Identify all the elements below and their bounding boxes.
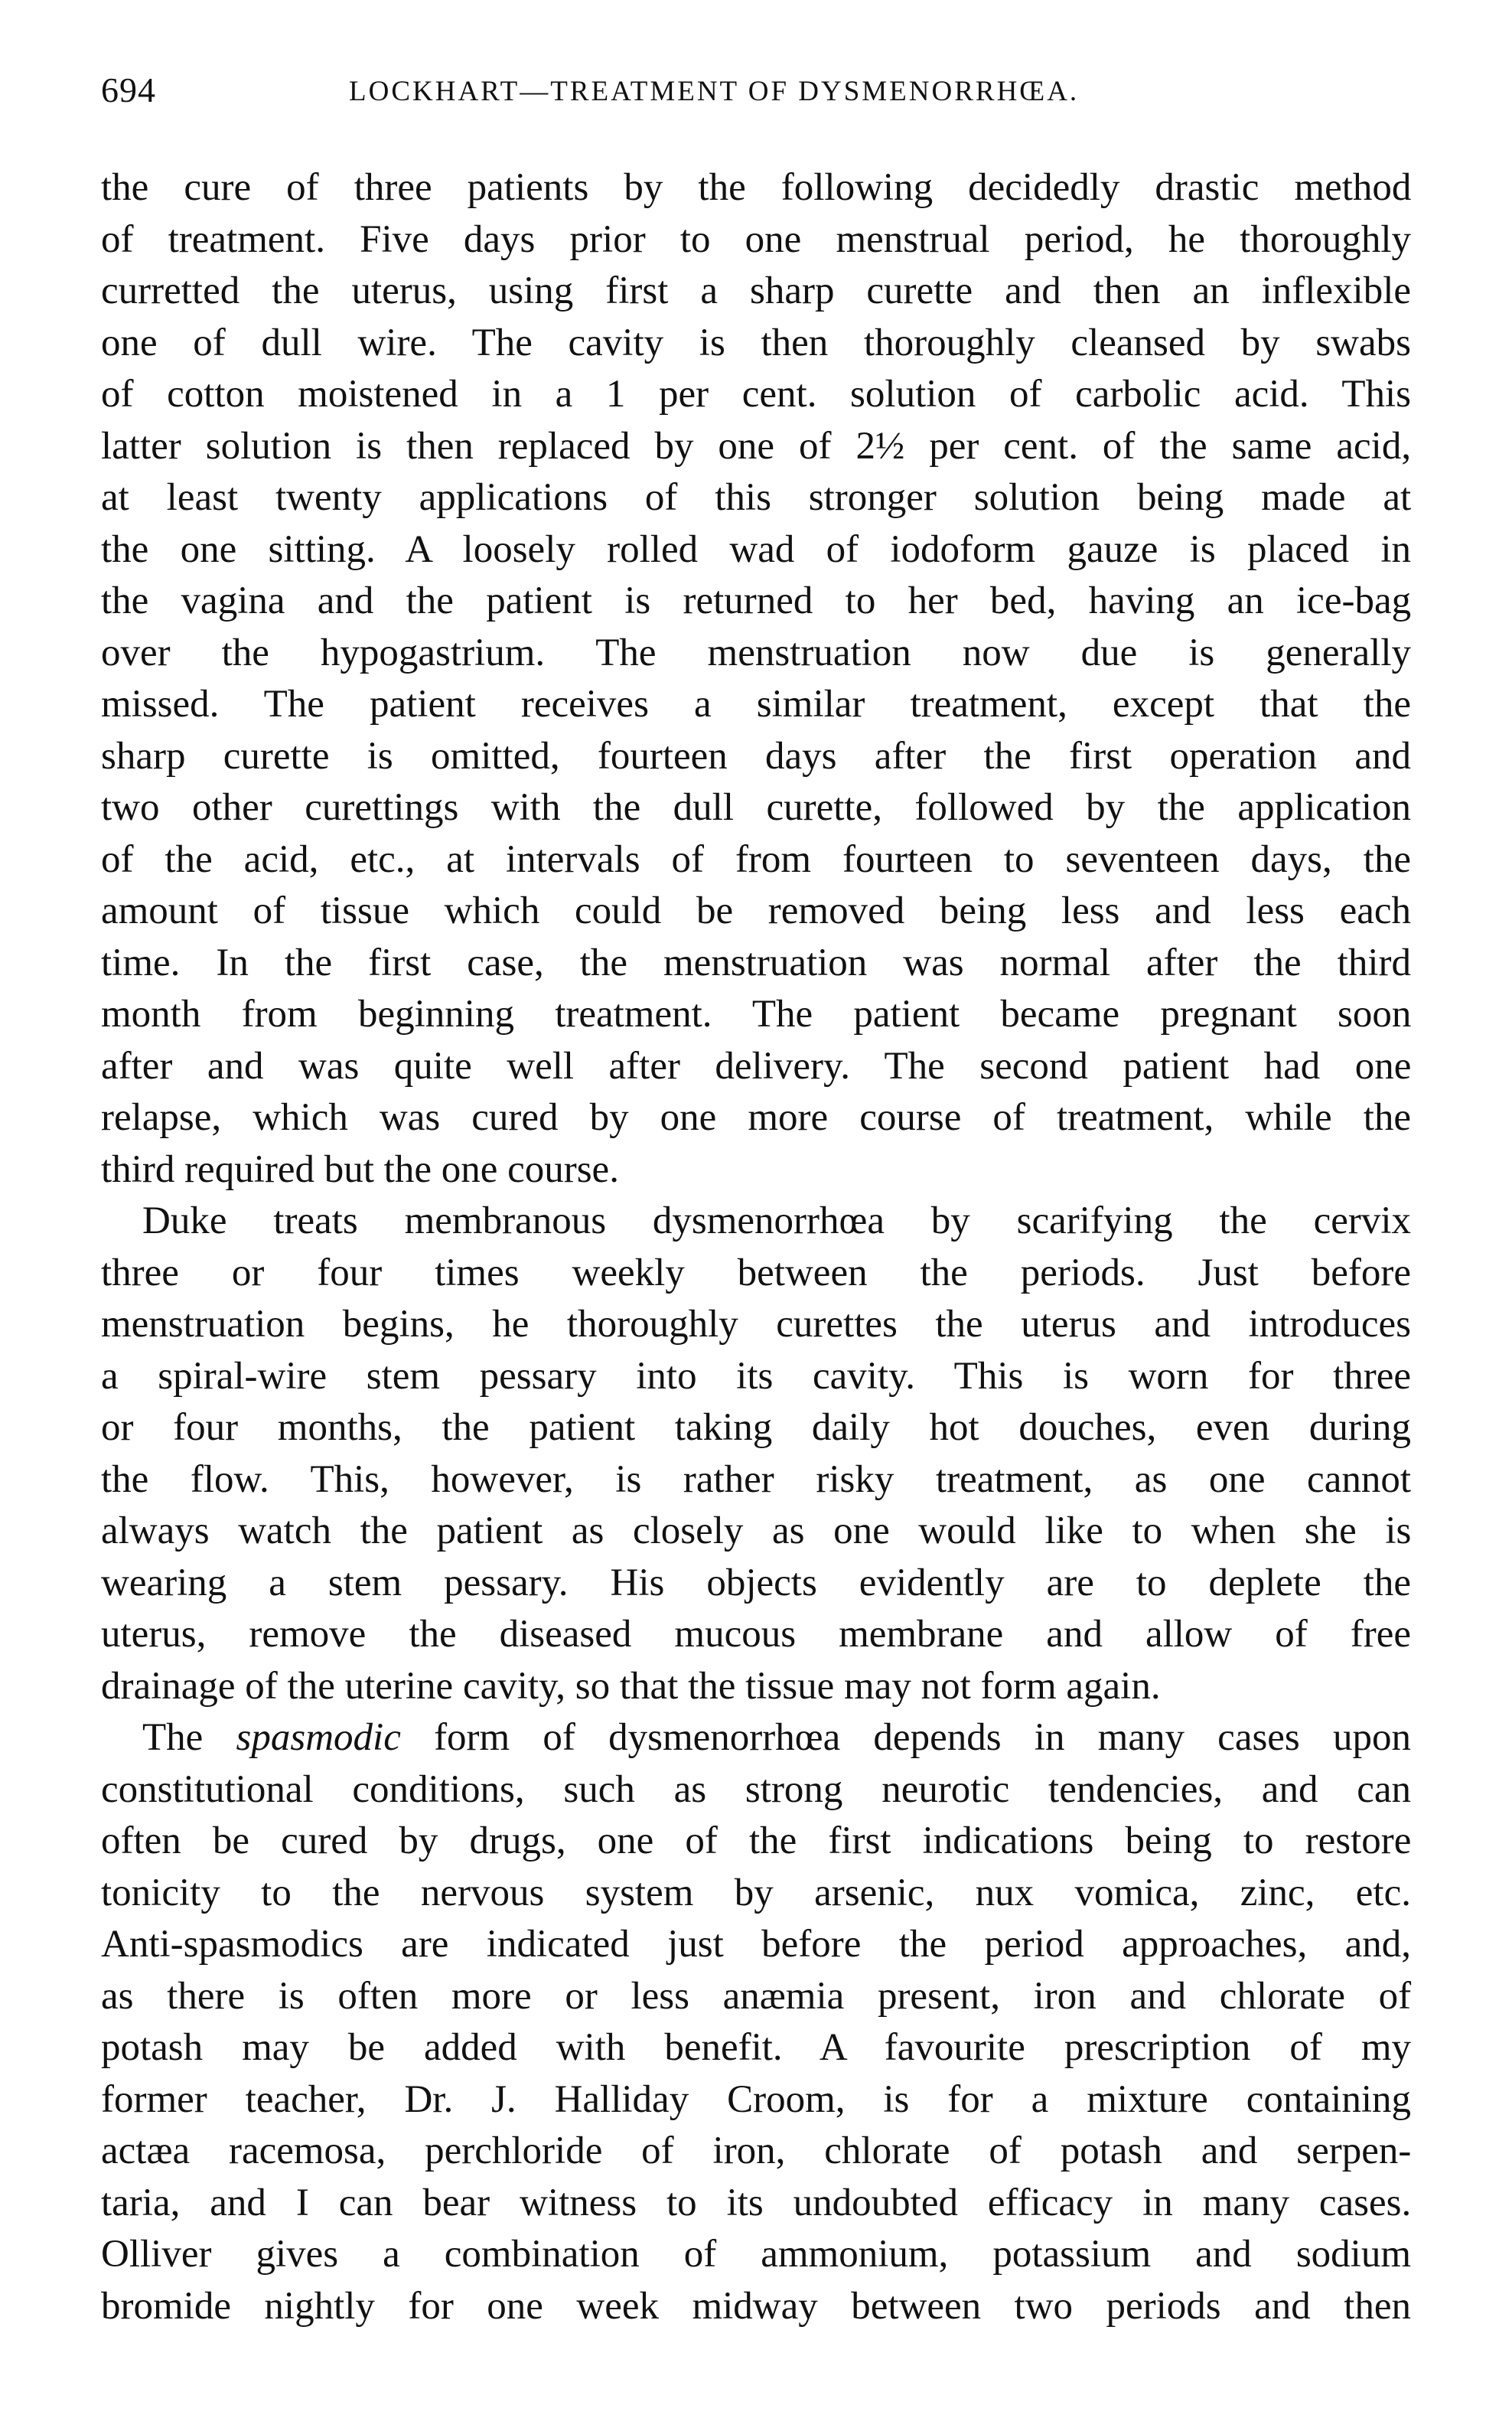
- text-line: over the hypogastrium. The menstruation now due is generally: [101, 631, 1412, 674]
- text-run: The: [142, 1716, 236, 1759]
- text-line: three or four times weekly between the periods. Just before: [101, 1251, 1411, 1294]
- text-line: as there is often more or less anæmia present, iron and chlorate of: [101, 1974, 1412, 2018]
- text-line: the flow. This, however, is rather risky treatment, as one cannot: [101, 1457, 1411, 1501]
- text-line: taria, and I can bear witness to its undoubted efficacy in many cases.: [101, 2181, 1412, 2224]
- text-line: curretted the uterus, using first a sharp curette and then an inflexible: [101, 269, 1411, 312]
- text-line: at least twenty applications of this stronger solution being made at: [101, 476, 1412, 519]
- text-line: actæa racemosa, perchloride of iron, chlorate of potash and serpen-: [101, 2129, 1412, 2172]
- text-line: missed. The patient receives a similar treatment, except that the: [101, 683, 1411, 726]
- paragraph-1: [101, 162, 1411, 1196]
- text-line: relapse, which was cured by one more course of treatment, while the: [101, 1096, 1411, 1139]
- text-line: tonicity to the nervous system by arsenic, nux vomica, zinc, etc.: [101, 1871, 1411, 1914]
- text-line: amount of tissue which could be removed being less and less each: [101, 889, 1411, 932]
- text-line: the one sitting. A loosely rolled wad of iodoform gauze is placed in: [101, 527, 1411, 571]
- text-run: form of dysmenorrhœa depends in many cases upon: [400, 1716, 1411, 1759]
- italic-term: spasmodic: [236, 1716, 401, 1759]
- text-line: Anti-spasmodics are indicated just before the period approaches, and,: [101, 1923, 1412, 1966]
- text-line: a spiral-wire stem pessary into its cavity. This is worn for three: [101, 1354, 1411, 1398]
- paragraph-3: [101, 1712, 1411, 2332]
- text-line: or four months, the patient taking daily hot douches, even during: [101, 1406, 1411, 1449]
- text-line: of cotton moistened in a 1 per cent. solution of carbolic acid. This: [101, 373, 1411, 416]
- text-line: Olliver gives a combination of ammonium, potassium and sodium: [101, 2233, 1411, 2276]
- text-line: potash may be added with benefit. A favourite prescription of my: [101, 2026, 1411, 2069]
- document-page: [101, 67, 1411, 2332]
- text-line: [101, 1712, 1411, 1764]
- text-line: time. In the first case, the menstruation was normal after the third: [101, 941, 1411, 984]
- text-line: often be cured by drugs, one of the first indications being to restore: [101, 1819, 1412, 1862]
- text-line: constitutional conditions, such as strong neurotic tendencies, and can: [101, 1767, 1411, 1811]
- text-line: Duke treats membranous dysmenorrhœa by scarifying the cervix: [142, 1199, 1411, 1242]
- text-line: of treatment. Five days prior to one menstrual period, he thoroughly: [101, 217, 1412, 261]
- text-line: uterus, remove the diseased mucous membrane and allow of free: [101, 1613, 1411, 1656]
- text-line: latter solution is then replaced by one of 2½ per cent. of the same acid,: [101, 424, 1412, 468]
- text-line: after and was quite well after delivery. The second patient had one: [101, 1044, 1412, 1088]
- page-number: 694: [101, 70, 156, 109]
- text-line: former teacher, Dr. J. Halliday Croom, is for a mixture containing: [101, 2077, 1411, 2121]
- text-line: menstruation begins, he thoroughly curettes the uterus and introduces: [101, 1303, 1411, 1346]
- text-line: sharp curette is omitted, fourteen days after the first operation and: [101, 734, 1411, 778]
- text-line: third required but the one course.: [101, 1147, 619, 1191]
- running-header: [101, 67, 1411, 113]
- text-line: one of dull wire. The cavity is then thoroughly cleansed by swabs: [101, 321, 1411, 364]
- paragraph-2: [101, 1196, 1411, 1712]
- text-line: the vagina and the patient is returned to her bed, having an ice-bag: [101, 579, 1412, 622]
- running-title: LOCKHART—TREATMENT OF DYSMENORRHŒA.: [349, 76, 1080, 107]
- text-line: month from beginning treatment. The patient became pregnant soon: [101, 993, 1412, 1036]
- text-line: the cure of three patients by the following decidedly drastic method: [101, 166, 1412, 209]
- text-line: bromide nightly for one week midway between two periods and then: [101, 2284, 1411, 2328]
- text-line: always watch the patient as closely as one would like to when she is: [101, 1509, 1412, 1552]
- text-line: two other curettings with the dull curette, followed by the application: [101, 786, 1411, 829]
- text-line: of the acid, etc., at intervals of from fourteen to seventeen days, the: [101, 837, 1411, 881]
- text-line: wearing a stem pessary. His objects evidently are to deplete the: [101, 1561, 1411, 1604]
- text-line: drainage of the uterine cavity, so that the tissue may not form again.: [101, 1664, 1161, 1708]
